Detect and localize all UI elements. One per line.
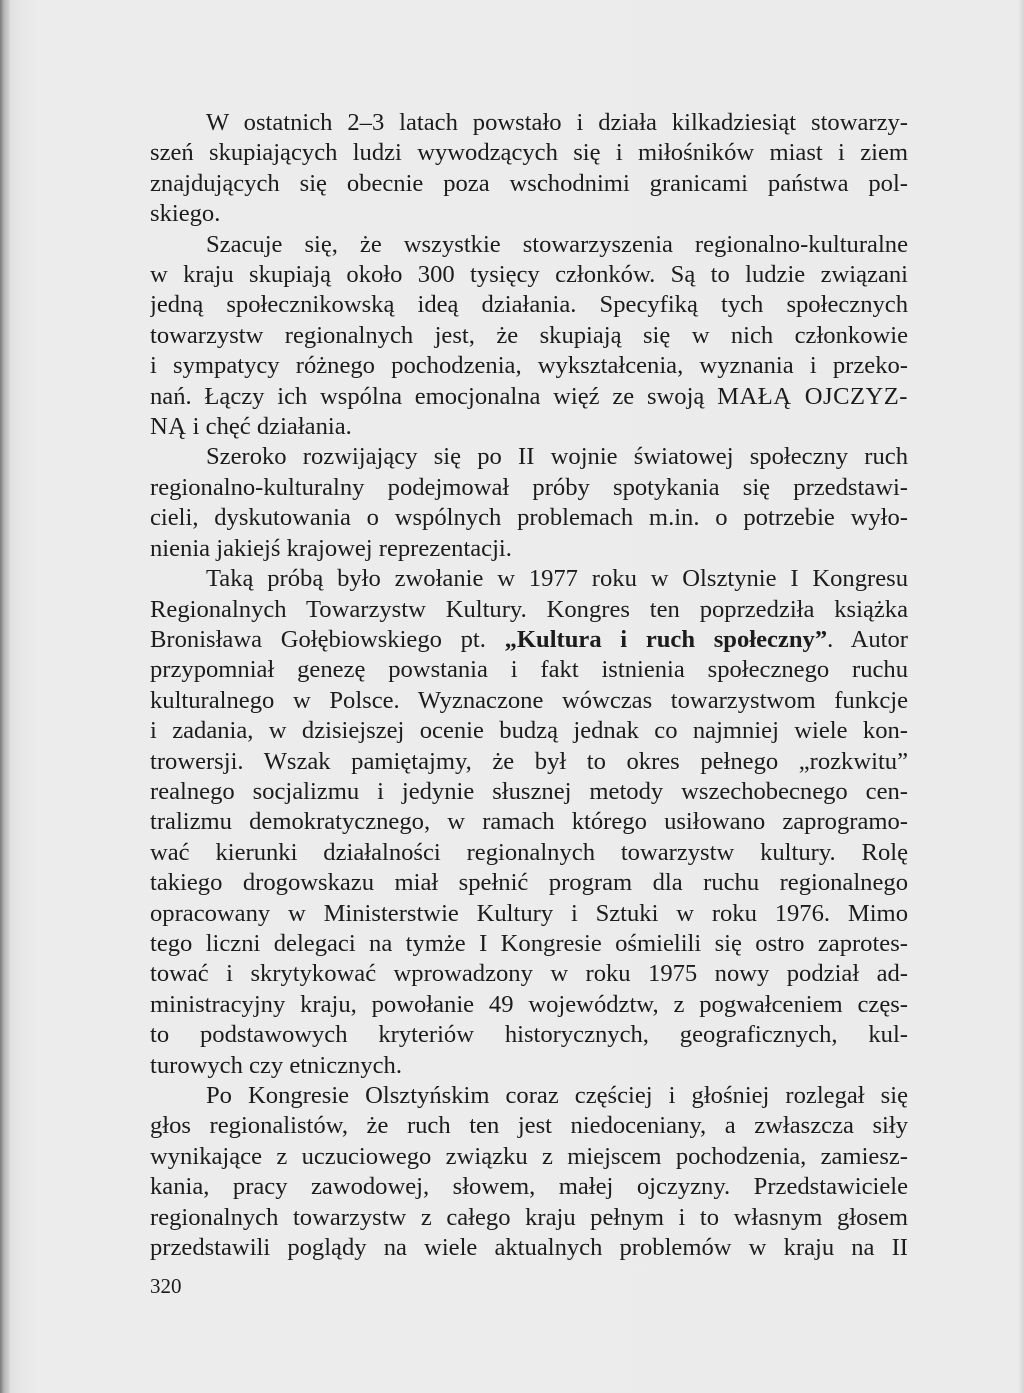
text-line: regionalno-kulturalny podejmował próby spotykania się przedstawi- <box>150 473 908 501</box>
text-line: tować i skrytykować wprowadzony w roku 1975 nowy podział ad- <box>150 960 908 988</box>
book-title: „Kultura i ruch społeczny” <box>504 625 828 653</box>
text-line: nienia jakiejś krajowej reprezentacji. <box>150 534 512 562</box>
text-fragment: . Autor <box>827 625 908 653</box>
body-text <box>150 108 908 1263</box>
text-line: tralizmu demokratycznego, w ramach którego usiłowano zaprogramo- <box>150 808 908 836</box>
text-line: tego liczni delegaci na tymże I Kongresie ośmielili się ostro zaprotes- <box>150 929 908 957</box>
text-line: szeń skupiających ludzi wywodzących się i miłośników miast i ziem <box>150 139 908 167</box>
paragraph-4 <box>150 564 908 1081</box>
text-line: cieli, dyskutowania o wspólnych problemach m.in. o potrzebie wyło- <box>150 504 908 532</box>
paragraph-5 <box>150 1081 908 1263</box>
text-line: Regionalnych Towarzystw Kultury. Kongres ten poprzedziła książka <box>150 595 908 623</box>
emphasis-caps: MAŁĄ OJCZYZ- <box>717 382 908 410</box>
text-fragment: nań. Łączy ich wspólna emocjonalna więź ze swoją <box>150 382 705 410</box>
paragraph-2 <box>150 230 908 443</box>
text-line: opracowany w Ministerstwie Kultury i Sztuki w roku 1976. Mimo <box>150 899 908 927</box>
text-fragment: i chęć działania. <box>186 413 352 441</box>
text-line: głos regionalistów, że ruch ten jest niedoceniany, a zwłaszcza siły <box>150 1112 908 1140</box>
text-line: takiego drogowskazu miał spełnić program dla ruchu regionalnego <box>150 869 908 897</box>
text-line: przypomniał genezę powstania i fakt istnienia społecznego ruchu <box>150 656 908 684</box>
text-line: turowych czy etnicznych. <box>150 1051 402 1079</box>
text-line <box>150 412 908 442</box>
text-line: w kraju skupiają około 300 tysięcy członków. Są to ludzie związani <box>150 261 908 289</box>
book-spine-shadow <box>0 0 10 1393</box>
paragraph-1 <box>150 108 908 230</box>
text-line: Po Kongresie Olsztyńskim coraz częściej i głośniej rozlegał się <box>206 1082 908 1109</box>
text-line: znajdujących się obecnie poza wschodnimi granicami państwa pol- <box>150 169 908 197</box>
text-fragment: Bronisława Gołębiowskiego pt. <box>150 625 486 653</box>
text-line: wać kierunki działalności regionalnych towarzystw kultury. Rolę <box>150 838 908 866</box>
text-line: jedną społecznikowską ideą działania. Specyfiką tych społecznych <box>150 291 908 319</box>
text-line: towarzystw regionalnych jest, że skupiają się w nich członkowie <box>150 321 908 349</box>
text-line: wynikające z uczuciowego związku z miejscem pochodzenia, zamiesz- <box>150 1142 908 1170</box>
text-line: to podstawowych kryteriów historycznych, geograficznych, kul- <box>150 1021 908 1049</box>
emphasis-caps-continued: NĄ <box>150 413 187 441</box>
text-line-with-caps <box>150 382 908 412</box>
text-line: i zadania, w dzisiejszej ocenie budzą jednak co najmniej wiele kon- <box>150 717 908 745</box>
text-line: i sympatycy różnego pochodzenia, wykształcenia, wyznania i przeko- <box>150 352 908 380</box>
text-line: Szacuje się, że wszystkie stowarzyszenia regionalno-kulturalne <box>206 230 908 258</box>
text-line: W ostatnich 2–3 latach powstało i działa kilkadziesiąt stowarzy- <box>206 109 908 136</box>
text-line: trowersji. Wszak pamiętajmy, że był to okres pełnego „rozkwitu” <box>150 747 908 775</box>
text-line: kania, pracy zawodowej, słowem, małej ojczyzny. Przedstawiciele <box>150 1173 908 1201</box>
page-number: 320 <box>150 1274 182 1298</box>
text-line: realnego socjalizmu i jedynie słusznej metody wszechobecnego cen- <box>150 777 908 805</box>
text-line: regionalnych towarzystw z całego kraju pełnym i to własnym głosem <box>150 1203 908 1231</box>
text-line: Szeroko rozwijający się po II wojnie światowej społeczny ruch <box>206 443 908 471</box>
page-edge <box>1018 0 1024 1393</box>
text-line: ministracyjny kraju, powołanie 49 województw, z pogwałceniem częs- <box>150 990 908 1018</box>
paragraph-3 <box>150 442 908 564</box>
text-line: Taką próbą było zwołanie w 1977 roku w Olsztynie I Kongresu <box>206 565 908 593</box>
text-line: przedstawili poglądy na wiele aktualnych problemów w kraju na II <box>150 1234 908 1262</box>
text-line: kulturalnego w Polsce. Wyznaczone wówczas towarzystwom funkcje <box>150 686 908 714</box>
text-line-with-title <box>150 625 908 655</box>
text-line: skiego. <box>150 200 221 228</box>
